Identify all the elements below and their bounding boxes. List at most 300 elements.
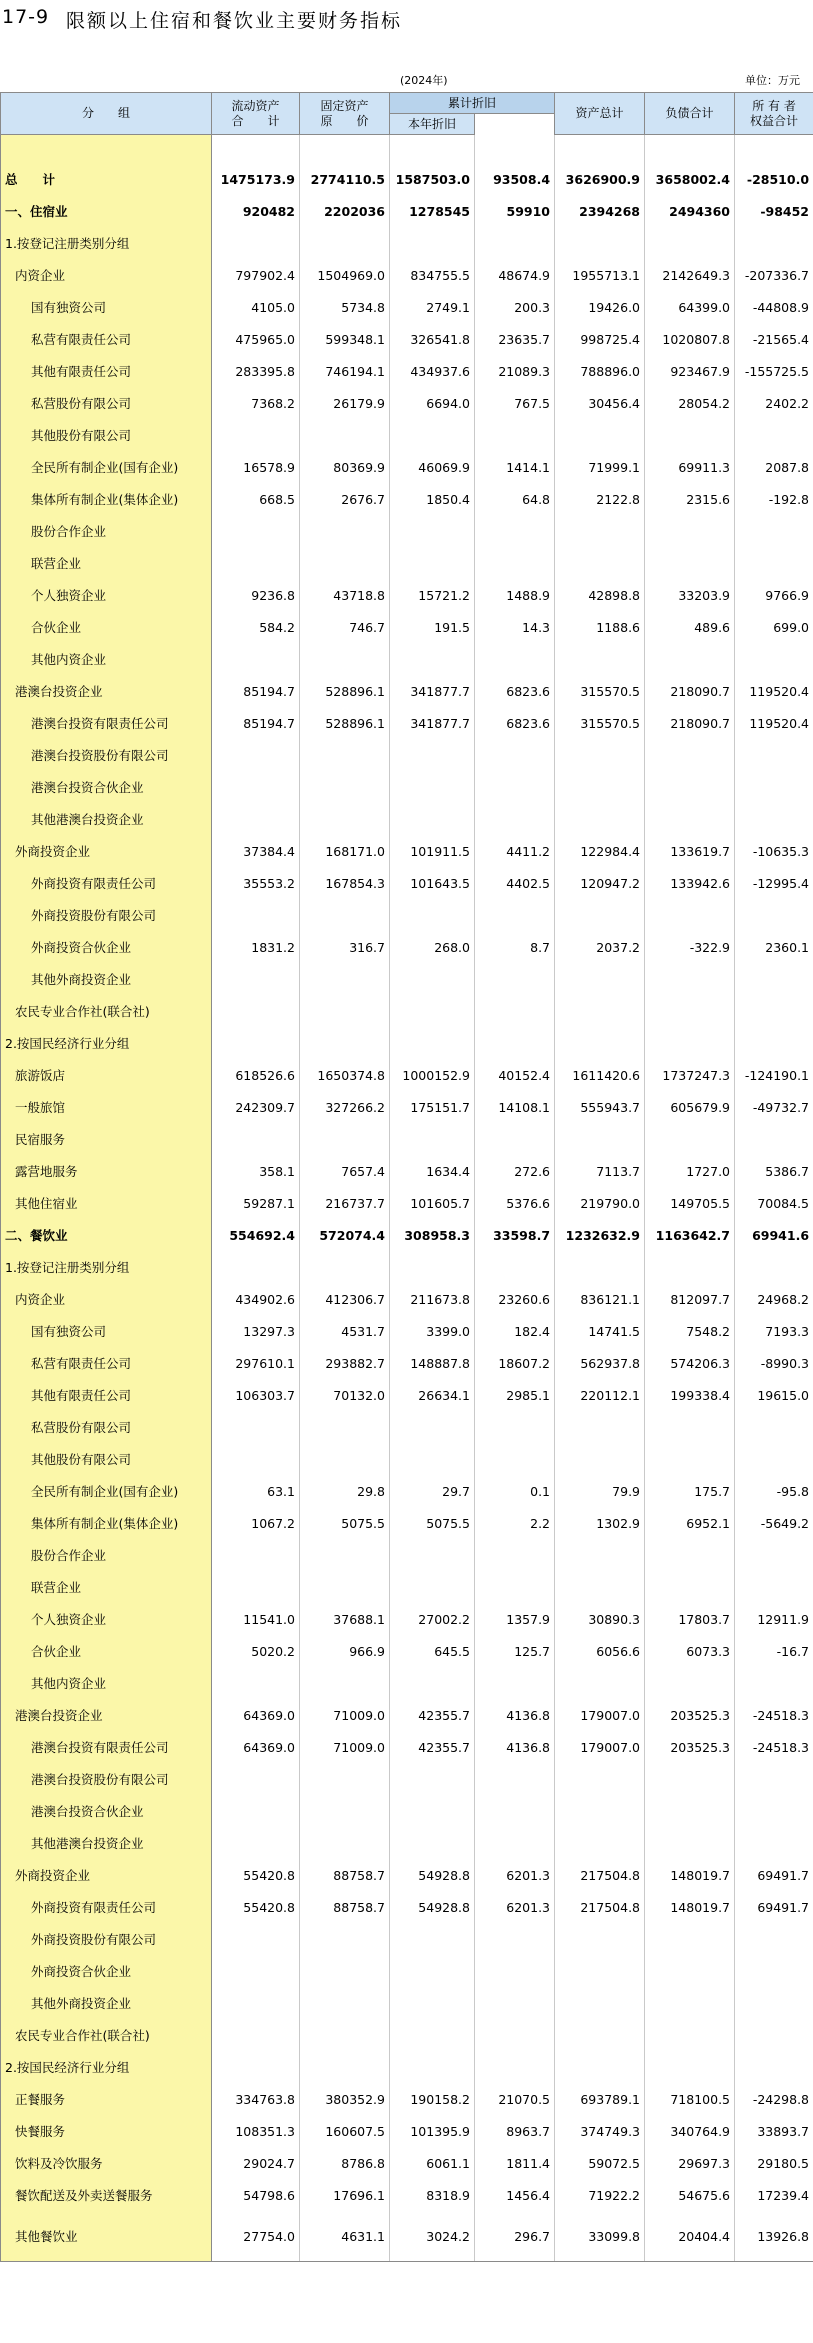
cell-owner-equity: [735, 1411, 813, 1443]
cell-owner-equity: 70084.5: [735, 1187, 813, 1219]
cell-total-liabilities: 1727.0: [645, 1155, 735, 1187]
cell-fixed-assets: 80369.9: [300, 451, 390, 483]
cell-total-liabilities: -322.9: [645, 931, 735, 963]
cell-total-liabilities: 812097.7: [645, 1283, 735, 1315]
cell-owner-equity: [735, 1251, 813, 1283]
cell-owner-equity: -24518.3: [735, 1699, 813, 1731]
cell-total-liabilities: [645, 419, 735, 451]
cell-accumulated-depreciation: 645.5: [390, 1635, 475, 1667]
cell-total-liabilities: [645, 899, 735, 931]
table-row: [1, 1859, 813, 1891]
cell-accumulated-depreciation: 101911.5: [390, 835, 475, 867]
row-label: 私营股份有限公司: [1, 1411, 212, 1443]
row-label: 私营有限责任公司: [1, 1347, 212, 1379]
cell-fixed-assets: 746.7: [300, 611, 390, 643]
cell-fixed-assets: 599348.1: [300, 323, 390, 355]
cell-accumulated-depreciation: [390, 1443, 475, 1475]
table-row: [1, 419, 813, 451]
cell-owner-equity: [735, 1443, 813, 1475]
cell-owner-equity: [735, 1539, 813, 1571]
cell-total-assets: 79.9: [555, 1475, 645, 1507]
cell-total-assets: 374749.3: [555, 2115, 645, 2147]
cell-year-depreciation: 6201.3: [475, 1891, 555, 1923]
cell-current-assets: 475965.0: [212, 323, 300, 355]
cell-total-liabilities: 2315.6: [645, 483, 735, 515]
cell-total-liabilities: 29697.3: [645, 2147, 735, 2179]
cell-fixed-assets: 26179.9: [300, 387, 390, 419]
row-label: 港澳台投资企业: [1, 675, 212, 707]
row-label: 其他外商投资企业: [1, 1987, 212, 2019]
cell-year-depreciation: [475, 2051, 555, 2083]
cell-fixed-assets: [300, 227, 390, 259]
cell-total-liabilities: [645, 135, 735, 164]
cell-year-depreciation: 1357.9: [475, 1603, 555, 1635]
cell-accumulated-depreciation: 1634.4: [390, 1155, 475, 1187]
cell-current-assets: 55420.8: [212, 1891, 300, 1923]
table-row: [1, 899, 813, 931]
cell-current-assets: [212, 1955, 300, 1987]
cell-total-assets: [555, 547, 645, 579]
cell-year-depreciation: 5376.6: [475, 1187, 555, 1219]
cell-current-assets: 37384.4: [212, 835, 300, 867]
cell-current-assets: 1067.2: [212, 1507, 300, 1539]
header-current-assets-line1: 流动资产: [231, 98, 280, 113]
table-row: [1, 1507, 813, 1539]
cell-accumulated-depreciation: 26634.1: [390, 1379, 475, 1411]
cell-total-liabilities: [645, 1251, 735, 1283]
table-row: [1, 1411, 813, 1443]
header-current-assets-line2: 合 计: [231, 113, 280, 128]
cell-fixed-assets: 2202036: [300, 195, 390, 227]
row-label: 其他内资企业: [1, 1667, 212, 1699]
cell-owner-equity: -28510.0: [735, 163, 813, 195]
cell-accumulated-depreciation: [390, 135, 475, 164]
table-row: [1, 1315, 813, 1347]
cell-total-liabilities: [645, 547, 735, 579]
cell-fixed-assets: [300, 1571, 390, 1603]
table-row: [1, 1635, 813, 1667]
table-row: [1, 1603, 813, 1635]
cell-total-assets: 217504.8: [555, 1891, 645, 1923]
cell-owner-equity: [735, 803, 813, 835]
cell-accumulated-depreciation: 54928.8: [390, 1859, 475, 1891]
cell-total-liabilities: 133942.6: [645, 867, 735, 899]
cell-total-assets: [555, 771, 645, 803]
row-label: 总 计: [1, 163, 212, 195]
cell-accumulated-depreciation: 101395.9: [390, 2115, 475, 2147]
cell-year-depreciation: 125.7: [475, 1635, 555, 1667]
cell-current-assets: 64369.0: [212, 1731, 300, 1763]
cell-total-assets: 33099.8: [555, 2211, 645, 2262]
cell-accumulated-depreciation: 46069.9: [390, 451, 475, 483]
cell-current-assets: [212, 963, 300, 995]
cell-current-assets: [212, 1027, 300, 1059]
table-row: [1, 1123, 813, 1155]
header-current-assets: [212, 93, 300, 135]
row-label: 个人独资企业: [1, 579, 212, 611]
cell-owner-equity: 17239.4: [735, 2179, 813, 2211]
cell-total-assets: 2037.2: [555, 931, 645, 963]
cell-fixed-assets: 43718.8: [300, 579, 390, 611]
cell-year-depreciation: 1456.4: [475, 2179, 555, 2211]
cell-total-liabilities: [645, 1763, 735, 1795]
cell-current-assets: [212, 1411, 300, 1443]
cell-current-assets: 106303.7: [212, 1379, 300, 1411]
cell-accumulated-depreciation: [390, 1763, 475, 1795]
row-label: 股份合作企业: [1, 1539, 212, 1571]
row-label: 港澳台投资股份有限公司: [1, 739, 212, 771]
cell-owner-equity: 13926.8: [735, 2211, 813, 2262]
cell-year-depreciation: [475, 2019, 555, 2051]
header-total-liabilities: 负债合计: [645, 93, 735, 135]
cell-current-assets: 59287.1: [212, 1187, 300, 1219]
cell-current-assets: 11541.0: [212, 1603, 300, 1635]
cell-year-depreciation: [475, 739, 555, 771]
table-row: [1, 355, 813, 387]
cell-year-depreciation: 296.7: [475, 2211, 555, 2262]
cell-total-liabilities: 203525.3: [645, 1731, 735, 1763]
row-label: 其他餐饮业: [1, 2211, 212, 2262]
cell-total-assets: 19426.0: [555, 291, 645, 323]
cell-fixed-assets: [300, 1123, 390, 1155]
cell-owner-equity: [735, 1123, 813, 1155]
cell-total-assets: [555, 1027, 645, 1059]
table-row: [1, 2083, 813, 2115]
cell-total-assets: [555, 1667, 645, 1699]
table-row: [1, 1027, 813, 1059]
cell-current-assets: [212, 135, 300, 164]
cell-current-assets: 434902.6: [212, 1283, 300, 1315]
row-label: 其他住宿业: [1, 1187, 212, 1219]
cell-total-assets: 315570.5: [555, 707, 645, 739]
cell-current-assets: [212, 643, 300, 675]
cell-accumulated-depreciation: [390, 1123, 475, 1155]
row-label: 其他港澳台投资企业: [1, 803, 212, 835]
cell-current-assets: [212, 1795, 300, 1827]
cell-fixed-assets: 2676.7: [300, 483, 390, 515]
cell-owner-equity: 7193.3: [735, 1315, 813, 1347]
cell-total-assets: 555943.7: [555, 1091, 645, 1123]
cell-total-assets: [555, 1123, 645, 1155]
cell-accumulated-depreciation: 101643.5: [390, 867, 475, 899]
row-label: 1.按登记注册类别分组: [1, 227, 212, 259]
cell-total-assets: 836121.1: [555, 1283, 645, 1315]
cell-total-liabilities: 6952.1: [645, 1507, 735, 1539]
cell-total-assets: [555, 803, 645, 835]
table-row: [1, 1571, 813, 1603]
cell-fixed-assets: [300, 515, 390, 547]
cell-current-assets: [212, 419, 300, 451]
cell-total-assets: [555, 419, 645, 451]
table-row: [1, 163, 813, 195]
row-label: 外商投资企业: [1, 1859, 212, 1891]
cell-fixed-assets: [300, 1539, 390, 1571]
cell-owner-equity: -10635.3: [735, 835, 813, 867]
cell-owner-equity: -5649.2: [735, 1507, 813, 1539]
row-label: 个人独资企业: [1, 1603, 212, 1635]
cell-current-assets: 297610.1: [212, 1347, 300, 1379]
cell-current-assets: [212, 1923, 300, 1955]
cell-total-liabilities: 1163642.7: [645, 1219, 735, 1251]
cell-fixed-assets: 7657.4: [300, 1155, 390, 1187]
cell-total-liabilities: [645, 1027, 735, 1059]
row-label: 联营企业: [1, 547, 212, 579]
cell-year-depreciation: 1488.9: [475, 579, 555, 611]
cell-current-assets: 35553.2: [212, 867, 300, 899]
row-label: 港澳台投资有限责任公司: [1, 707, 212, 739]
cell-fixed-assets: 168171.0: [300, 835, 390, 867]
cell-fixed-assets: [300, 771, 390, 803]
cell-owner-equity: 69941.6: [735, 1219, 813, 1251]
cell-fixed-assets: 327266.2: [300, 1091, 390, 1123]
table-row: [1, 1923, 813, 1955]
cell-fixed-assets: 1650374.8: [300, 1059, 390, 1091]
row-label: 饮料及冷饮服务: [1, 2147, 212, 2179]
cell-accumulated-depreciation: [390, 1411, 475, 1443]
row-label: 私营股份有限公司: [1, 387, 212, 419]
row-label: 民宿服务: [1, 1123, 212, 1155]
cell-owner-equity: -21565.4: [735, 323, 813, 355]
cell-total-assets: [555, 1411, 645, 1443]
table-row: [1, 1091, 813, 1123]
cell-accumulated-depreciation: [390, 419, 475, 451]
cell-total-liabilities: [645, 1539, 735, 1571]
row-label: 合伙企业: [1, 611, 212, 643]
cell-total-assets: 122984.4: [555, 835, 645, 867]
cell-total-assets: 315570.5: [555, 675, 645, 707]
cell-year-depreciation: 200.3: [475, 291, 555, 323]
row-label: 露营地服务: [1, 1155, 212, 1187]
cell-owner-equity: [735, 1827, 813, 1859]
cell-accumulated-depreciation: 834755.5: [390, 259, 475, 291]
cell-year-depreciation: 93508.4: [475, 163, 555, 195]
cell-current-assets: 13297.3: [212, 1315, 300, 1347]
cell-fixed-assets: 160607.5: [300, 2115, 390, 2147]
cell-fixed-assets: [300, 1763, 390, 1795]
row-label: 一、住宿业: [1, 195, 212, 227]
cell-total-assets: 220112.1: [555, 1379, 645, 1411]
cell-total-liabilities: 605679.9: [645, 1091, 735, 1123]
row-label: 国有独资公司: [1, 291, 212, 323]
cell-total-liabilities: 3658002.4: [645, 163, 735, 195]
cell-year-depreciation: 6823.6: [475, 707, 555, 739]
table-row: [1, 1987, 813, 2019]
table-row: [1, 291, 813, 323]
cell-owner-equity: [735, 1571, 813, 1603]
table-row: [1, 547, 813, 579]
header-owner-equity: [735, 93, 813, 135]
row-label: 1.按登记注册类别分组: [1, 1251, 212, 1283]
cell-owner-equity: [735, 135, 813, 164]
cell-year-depreciation: 4402.5: [475, 867, 555, 899]
cell-owner-equity: 119520.4: [735, 707, 813, 739]
table-row: [1, 1891, 813, 1923]
cell-fixed-assets: [300, 963, 390, 995]
cell-owner-equity: -12995.4: [735, 867, 813, 899]
cell-accumulated-depreciation: [390, 2019, 475, 2051]
cell-fixed-assets: 88758.7: [300, 1891, 390, 1923]
table-row: [1, 963, 813, 995]
table-row: [1, 227, 813, 259]
cell-year-depreciation: 272.6: [475, 1155, 555, 1187]
cell-total-liabilities: 148019.7: [645, 1891, 735, 1923]
cell-total-liabilities: 54675.6: [645, 2179, 735, 2211]
cell-accumulated-depreciation: 1850.4: [390, 483, 475, 515]
cell-year-depreciation: 1414.1: [475, 451, 555, 483]
cell-accumulated-depreciation: [390, 1667, 475, 1699]
cell-year-depreciation: 33598.7: [475, 1219, 555, 1251]
cell-current-assets: [212, 2051, 300, 2083]
cell-year-depreciation: [475, 1571, 555, 1603]
cell-current-assets: 920482: [212, 195, 300, 227]
header-accumulated-depreciation: 累计折旧: [390, 93, 555, 114]
cell-total-assets: 1611420.6: [555, 1059, 645, 1091]
cell-total-assets: 71999.1: [555, 451, 645, 483]
cell-fixed-assets: 70132.0: [300, 1379, 390, 1411]
table-row: [1, 2019, 813, 2051]
cell-total-assets: 2122.8: [555, 483, 645, 515]
cell-fixed-assets: 167854.3: [300, 867, 390, 899]
row-label: 外商投资合伙企业: [1, 931, 212, 963]
cell-total-assets: 120947.2: [555, 867, 645, 899]
title-bar: [0, 0, 813, 40]
row-label: 合伙企业: [1, 1635, 212, 1667]
cell-total-assets: [555, 1923, 645, 1955]
cell-total-assets: 1188.6: [555, 611, 645, 643]
cell-fixed-assets: [300, 135, 390, 164]
row-label: 港澳台投资企业: [1, 1699, 212, 1731]
cell-fixed-assets: [300, 995, 390, 1027]
header-year-depreciation: 本年折旧: [390, 114, 475, 135]
cell-current-assets: [212, 1443, 300, 1475]
cell-fixed-assets: 380352.9: [300, 2083, 390, 2115]
cell-current-assets: [212, 1251, 300, 1283]
cell-total-assets: 59072.5: [555, 2147, 645, 2179]
table-row: [1, 1539, 813, 1571]
cell-owner-equity: [735, 899, 813, 931]
cell-year-depreciation: 40152.4: [475, 1059, 555, 1091]
cell-owner-equity: [735, 227, 813, 259]
cell-fixed-assets: 1504969.0: [300, 259, 390, 291]
table-row: [1, 1347, 813, 1379]
cell-fixed-assets: [300, 2019, 390, 2051]
row-label: 外商投资企业: [1, 835, 212, 867]
cell-accumulated-depreciation: 42355.7: [390, 1731, 475, 1763]
row-label: 农民专业合作社(联合社): [1, 995, 212, 1027]
cell-total-assets: [555, 1539, 645, 1571]
cell-current-assets: 7368.2: [212, 387, 300, 419]
cell-total-liabilities: 17803.7: [645, 1603, 735, 1635]
cell-fixed-assets: [300, 2051, 390, 2083]
cell-accumulated-depreciation: 1587503.0: [390, 163, 475, 195]
cell-current-assets: 85194.7: [212, 675, 300, 707]
cell-fixed-assets: [300, 643, 390, 675]
table-row: [1, 739, 813, 771]
header-total-assets: 资产总计: [555, 93, 645, 135]
cell-accumulated-depreciation: 341877.7: [390, 675, 475, 707]
row-label: 外商投资股份有限公司: [1, 1923, 212, 1955]
table-row: [1, 451, 813, 483]
cell-total-liabilities: 64399.0: [645, 291, 735, 323]
financial-table: [0, 92, 813, 2262]
table-row: [1, 931, 813, 963]
cell-year-depreciation: 182.4: [475, 1315, 555, 1347]
cell-year-depreciation: [475, 547, 555, 579]
cell-owner-equity: [735, 2051, 813, 2083]
table-row: [1, 195, 813, 227]
cell-fixed-assets: [300, 899, 390, 931]
cell-year-depreciation: 767.5: [475, 387, 555, 419]
cell-total-liabilities: [645, 1571, 735, 1603]
cell-year-depreciation: [475, 1443, 555, 1475]
cell-accumulated-depreciation: [390, 643, 475, 675]
cell-accumulated-depreciation: [390, 1571, 475, 1603]
cell-total-liabilities: [645, 995, 735, 1027]
table-row: [1, 2115, 813, 2147]
table-row: [1, 803, 813, 835]
cell-year-depreciation: [475, 1795, 555, 1827]
row-label: 集体所有制企业(集体企业): [1, 1507, 212, 1539]
cell-total-liabilities: [645, 1795, 735, 1827]
cell-accumulated-depreciation: 308958.3: [390, 1219, 475, 1251]
cell-current-assets: 242309.7: [212, 1091, 300, 1123]
cell-accumulated-depreciation: [390, 771, 475, 803]
cell-owner-equity: [735, 1987, 813, 2019]
table-row: [1, 995, 813, 1027]
cell-accumulated-depreciation: [390, 1027, 475, 1059]
header-fixed-assets: [300, 93, 390, 135]
cell-owner-equity: [735, 963, 813, 995]
cell-total-liabilities: [645, 1443, 735, 1475]
cell-owner-equity: -24298.8: [735, 2083, 813, 2115]
cell-year-depreciation: [475, 135, 555, 164]
cell-total-assets: [555, 1827, 645, 1859]
cell-current-assets: 334763.8: [212, 2083, 300, 2115]
header-fixed-assets-line1: 固定资产: [320, 98, 369, 113]
cell-current-assets: 4105.0: [212, 291, 300, 323]
cell-year-depreciation: [475, 1987, 555, 2019]
cell-year-depreciation: 23260.6: [475, 1283, 555, 1315]
row-label: 外商投资有限责任公司: [1, 1891, 212, 1923]
cell-total-liabilities: [645, 227, 735, 259]
cell-year-depreciation: 6823.6: [475, 675, 555, 707]
row-label: 股份合作企业: [1, 515, 212, 547]
cell-total-assets: [555, 1763, 645, 1795]
cell-owner-equity: -24518.3: [735, 1731, 813, 1763]
cell-current-assets: [212, 995, 300, 1027]
table-number: 17-9: [2, 6, 50, 28]
cell-current-assets: 1475173.9: [212, 163, 300, 195]
cell-accumulated-depreciation: [390, 1795, 475, 1827]
cell-total-liabilities: [645, 2051, 735, 2083]
cell-total-liabilities: 6073.3: [645, 1635, 735, 1667]
cell-total-assets: 7113.7: [555, 1155, 645, 1187]
cell-current-assets: [212, 1763, 300, 1795]
cell-current-assets: [212, 1571, 300, 1603]
cell-year-depreciation: [475, 803, 555, 835]
table-row: [1, 1283, 813, 1315]
cell-total-liabilities: [645, 2019, 735, 2051]
cell-year-depreciation: [475, 1123, 555, 1155]
cell-accumulated-depreciation: 6694.0: [390, 387, 475, 419]
cell-current-assets: [212, 771, 300, 803]
cell-year-depreciation: [475, 1955, 555, 1987]
row-label: 全民所有制企业(国有企业): [1, 451, 212, 483]
cell-accumulated-depreciation: [390, 1827, 475, 1859]
cell-year-depreciation: [475, 643, 555, 675]
cell-accumulated-depreciation: 6061.1: [390, 2147, 475, 2179]
cell-fixed-assets: 966.9: [300, 1635, 390, 1667]
